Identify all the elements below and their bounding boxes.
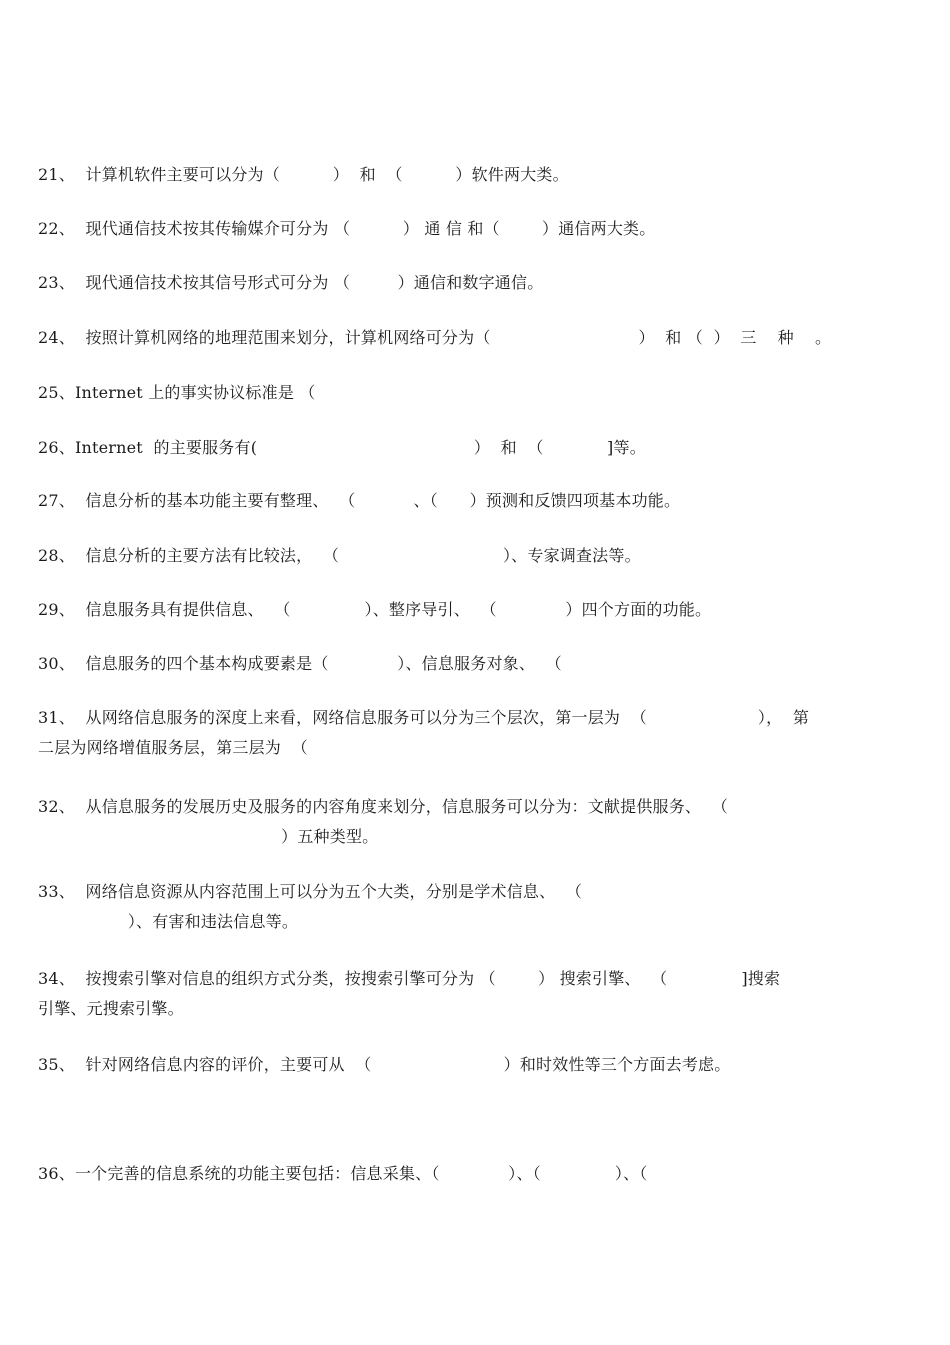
question-31-continued: 二层为网络增值服务层，第三层为 （: [38, 738, 308, 757]
question-23: 23、 现代通信技术按其信号形式可分为 （ ）通信和数字通信。: [38, 273, 544, 292]
question-21: 21、 计算机软件主要可以分为（ ） 和 （ ）软件两大类。: [38, 165, 569, 184]
question-28: 28、 信息分析的主要方法有比较法， （ ）、专家调查法等。: [38, 546, 641, 565]
question-27: 27、 信息分析的基本功能主要有整理、 （ 、（ ）预测和反馈四项基本功能。: [38, 491, 681, 510]
question-24: 24、 按照计算机网络的地理范围来划分，计算机网络可分为（ ） 和 （ ） 三 种 。: [38, 328, 832, 347]
question-33-continued: ）、有害和违法信息等。: [38, 912, 299, 931]
question-36: 36、一个完善的信息系统的功能主要包括：信息采集、（ ）、（ ）、（: [38, 1164, 648, 1183]
question-25: 25、Internet 上的事实协议标准是 （: [38, 383, 316, 402]
question-34: 34、 按搜索引擎对信息的组织方式分类，按搜索引擎可分为 （ ） 搜索引擎、 （ ]搜索: [38, 969, 781, 988]
question-32-continued: ）五种类型。: [38, 827, 379, 846]
question-26: 26、Internet 的主要服务有( ） 和 （ ]等。: [38, 438, 646, 457]
question-33: 33、 网络信息资源从内容范围上可以分为五个大类，分别是学术信息、 （: [38, 882, 583, 901]
question-30: 30、 信息服务的四个基本构成要素是（ ）、信息服务对象、 （: [38, 654, 562, 673]
question-34-continued: 引擎、元搜索引擎。: [38, 999, 184, 1018]
question-35: 35、 针对网络信息内容的评价，主要可从 （ ）和时效性等三个方面去考虑。: [38, 1055, 731, 1074]
question-32: 32、 从信息服务的发展历史及服务的内容角度来划分，信息服务可以分为：文献提供服务、 （: [38, 797, 728, 816]
question-31: 31、 从网络信息服务的深度上来看，网络信息服务可以分为三个层次，第一层为 （ ）， 第: [38, 708, 810, 727]
question-22: 22、 现代通信技术按其传输媒介可分为 （ ） 通 信 和（ ）通信两大类。: [38, 219, 656, 238]
question-29: 29、 信息服务具有提供信息、 （ ）、整序导引、 （ ）四个方面的功能。: [38, 600, 712, 619]
